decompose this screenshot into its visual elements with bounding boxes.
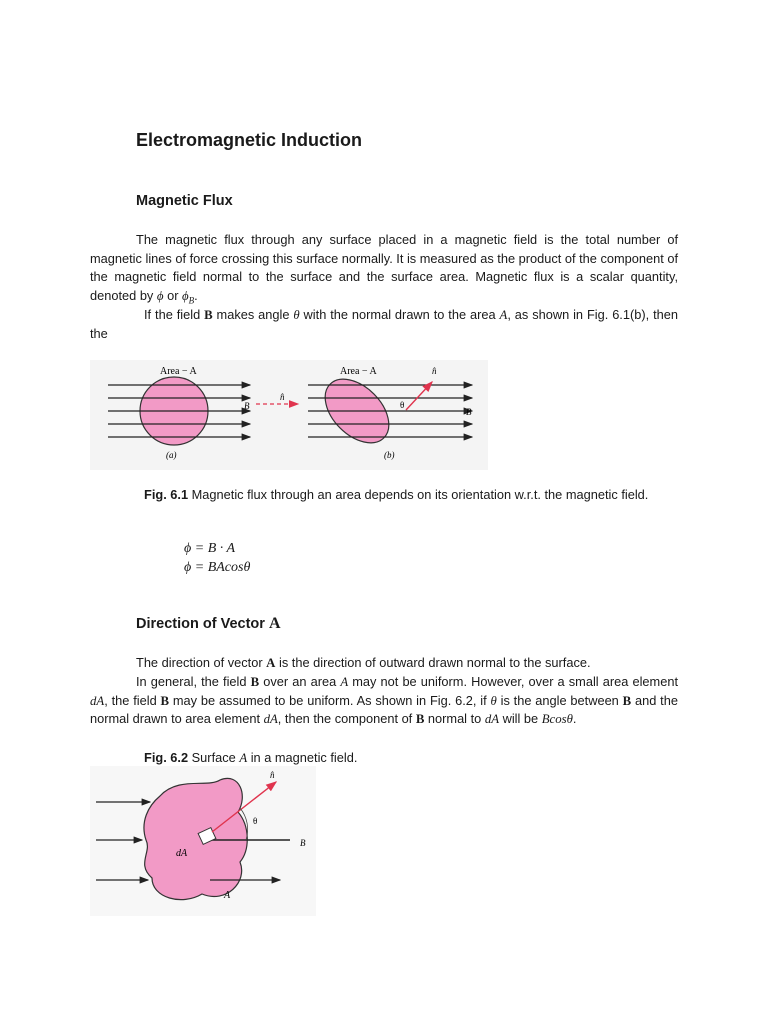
a-label: A [224, 890, 231, 901]
symbol-phi: ϕ [182, 288, 189, 303]
sublabel-b: (b) [384, 450, 395, 460]
symbol-da: dA [263, 712, 278, 727]
n-label-a: n̂ [280, 392, 285, 402]
theta-label-b: θ [400, 400, 405, 410]
caption-text: Magnetic flux through an area depends on its orientation w.r.t. the magnetic field. [188, 487, 649, 502]
symbol-a: A [499, 308, 508, 322]
text-run: If the field [144, 307, 205, 322]
surface-shape [144, 778, 247, 899]
subscript-b: B [188, 295, 195, 306]
page-title: Electromagnetic Induction [136, 130, 363, 150]
text-run: will be [499, 711, 542, 727]
text-run: , as shown in Fig. 6.1(b), then the [90, 307, 678, 341]
heading-text: Direction of Vector [136, 616, 269, 632]
figure-6-2-caption [90, 749, 678, 768]
text-run: may not be uniform. However, over a small area element [348, 674, 678, 689]
b-label: B [300, 838, 306, 848]
text-run: makes angle [212, 307, 294, 322]
sublabel-a: (a) [166, 450, 177, 460]
text-run: normal to [424, 711, 485, 727]
symbol-b-vector: B [250, 675, 260, 689]
symbol-b-vector: B [622, 693, 632, 708]
text-run: over an area [259, 674, 341, 689]
text-run: In general, the field [136, 674, 251, 689]
heading-symbol-a: A [268, 615, 281, 632]
equation-flux-cos: ϕ = BAcosθ [184, 560, 251, 575]
theta-label: θ [253, 816, 258, 826]
symbol-phi: ϕ [156, 288, 164, 303]
symbol-a: A [340, 675, 349, 689]
paragraph-direction-vector [90, 654, 678, 673]
symbol-phi-b [182, 288, 195, 306]
n-label-b: n̂ [432, 366, 437, 376]
section-heading-direction-of-vector [136, 615, 281, 633]
paragraph-magnetic-flux-definition [90, 231, 678, 310]
symbol-b-vector: B [160, 693, 170, 708]
symbol-a: A [239, 751, 248, 765]
paragraph-field-angle [90, 306, 678, 343]
symbol-da: dA [484, 712, 500, 727]
text-run: , then the component of [277, 711, 416, 727]
da-label: dA [176, 848, 188, 859]
text-run: . [194, 287, 198, 303]
b-label-a: B [244, 401, 250, 411]
b-label-b: B [466, 407, 472, 417]
symbol-bcos: Bcosθ [541, 712, 573, 727]
equation-flux-dot: ϕ = B · A [184, 541, 236, 556]
text-run: with the normal drawn to the area [299, 307, 500, 322]
symbol-b-vector: B [415, 712, 425, 727]
text-run: is the angle between [496, 692, 623, 708]
text-run: . [572, 711, 577, 727]
text-run: is the direction of outward drawn normal to the surface. [275, 655, 591, 670]
figure-6-1 [90, 360, 488, 470]
text-run: The direction of vector [136, 655, 267, 670]
symbol-theta: θ [490, 693, 497, 708]
caption-text: Surface [188, 750, 240, 765]
text-run: and the normal drawn to area element [90, 692, 678, 727]
symbol-theta: θ [293, 308, 300, 322]
area-label-a: Area − A [160, 366, 197, 377]
caption-label: Fig. 6.1 [144, 487, 189, 502]
text-run: , the field [104, 692, 161, 708]
symbol-a-vector: A [266, 656, 276, 670]
caption-text: in a magnetic field. [247, 750, 358, 765]
text-run: or [163, 287, 183, 303]
section-heading-magnetic-flux: Magnetic Flux [136, 193, 233, 209]
text-run: The magnetic flux through any surface placed in a magnetic field is the total number of magnetic lines of force crossing this surface normally. It is measured as the product of the component of the magnetic field normal to the surface and the surface area. Magnetic flux is a scalar quantity, denoted by [90, 232, 678, 303]
figure-6-1-caption [90, 486, 678, 505]
paragraph-field-uniform [90, 673, 678, 729]
area-label-b: Area − A [340, 366, 377, 377]
text-run: may be assumed to be uniform. As shown in Fig. 6.2, if [169, 692, 491, 708]
symbol-da: dA [90, 693, 105, 708]
figure-6-2 [90, 766, 316, 916]
n-label: n̂ [270, 770, 275, 780]
caption-label: Fig. 6.2 [144, 750, 189, 765]
symbol-b-vector: B [204, 308, 213, 322]
